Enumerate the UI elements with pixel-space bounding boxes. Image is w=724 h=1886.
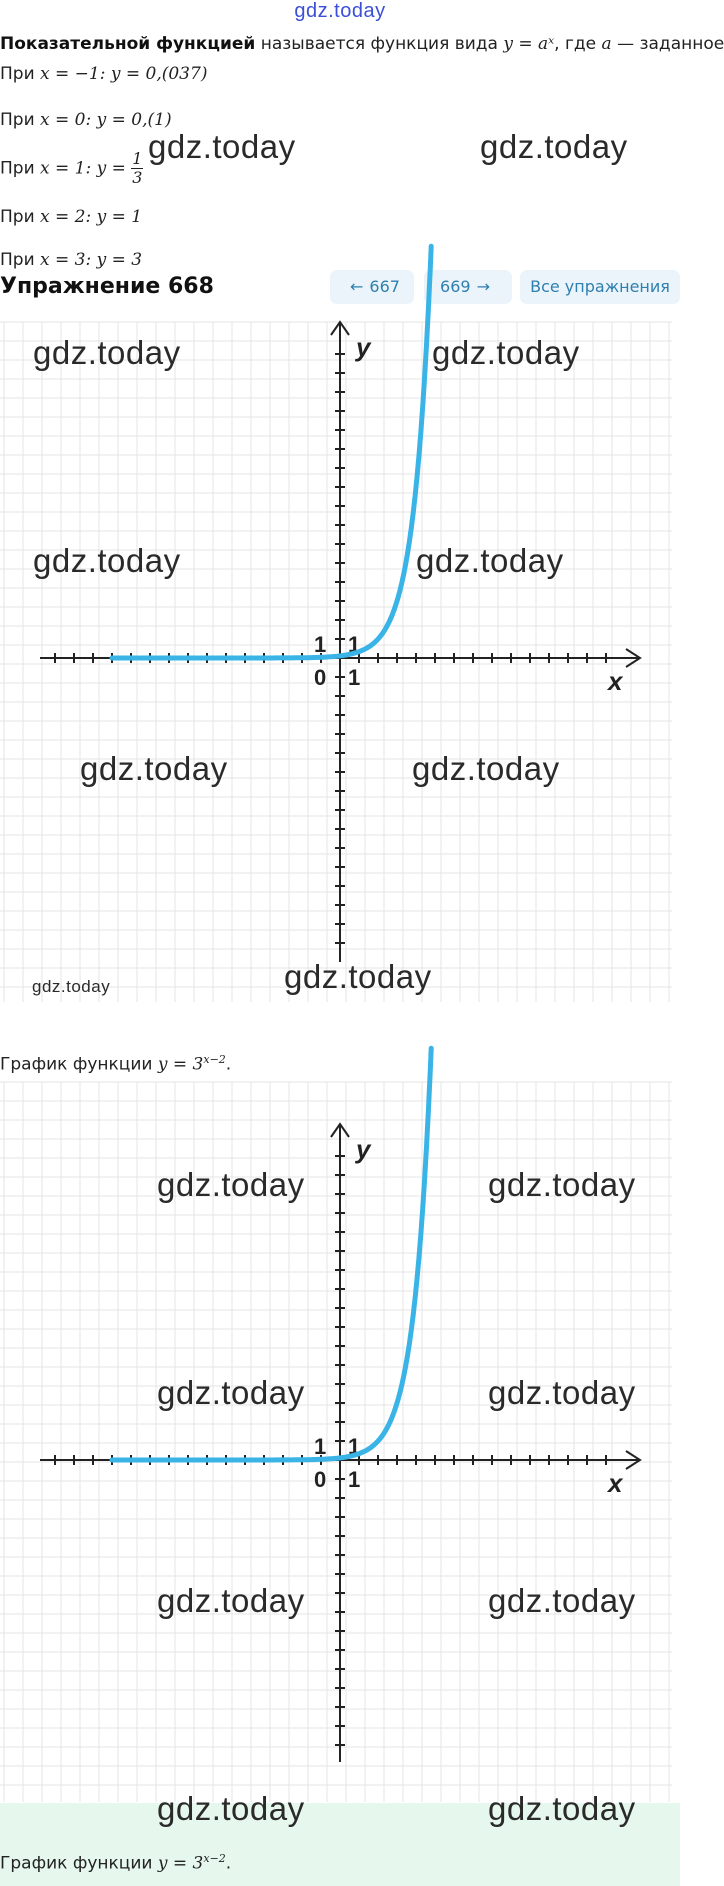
caption-prefix: График функции (0, 1054, 158, 1075)
y-one-label: 1 (348, 1434, 361, 1459)
watermark: gdz.today (33, 334, 181, 371)
definition-term: Показательной функцией (0, 34, 256, 54)
point-expr: x = 1: y = (40, 158, 126, 179)
watermark: gdz.today (412, 750, 560, 787)
next-exercise-button[interactable] (424, 270, 512, 304)
watermark: gdz.today (432, 334, 580, 371)
y-one-label: 1 (348, 632, 361, 657)
next-exercise-label: 669 (440, 277, 471, 296)
point-expr: x = −1: y = 0,(037) (40, 64, 208, 84)
fraction-numerator: 1 (132, 149, 143, 168)
watermark: gdz.today (416, 542, 564, 579)
x-one-label: 1 (348, 1467, 361, 1492)
point-prefix: При (0, 64, 41, 84)
point-row (0, 250, 142, 270)
header-watermark: gdz.today (294, 0, 386, 22)
definition-var: a (601, 34, 612, 54)
point-expr: x = 2: y = 1 (40, 207, 143, 227)
x-one-label: 1 (348, 665, 361, 690)
watermark: gdz.today (32, 977, 111, 996)
fraction-denominator: 3 (132, 168, 143, 187)
point-expr: x = 3: y = 3 (40, 250, 143, 270)
all-exercises-button[interactable] (520, 270, 680, 304)
prev-exercise-label: 667 (369, 277, 400, 296)
watermark: gdz.today (480, 128, 628, 165)
caption-exponent: x−2 (203, 1852, 226, 1865)
definition-formula: y = aˣ (503, 34, 555, 54)
watermark: gdz.today (80, 750, 228, 787)
point-prefix: При (0, 250, 41, 270)
point-row (0, 207, 142, 227)
watermark: gdz.today (157, 1790, 305, 1827)
point-row (0, 64, 207, 84)
point-prefix: При (0, 158, 41, 179)
point-row (0, 110, 172, 130)
point-prefix: При (0, 110, 41, 130)
point-row (0, 150, 143, 187)
graph-caption (0, 1053, 231, 1075)
watermark: gdz.today (488, 1790, 636, 1827)
y-axis-label: y (356, 1134, 371, 1164)
definition-text-mid: , где (554, 34, 602, 54)
watermark: gdz.today (157, 1374, 305, 1411)
watermark: gdz.today (488, 1582, 636, 1619)
watermark: gdz.today (157, 1166, 305, 1203)
y-one-label: 1 (314, 632, 327, 657)
definition-text: называется функция вида (255, 34, 504, 54)
all-exercises-label: Все упражнения (530, 277, 670, 296)
point-prefix: При (0, 207, 41, 227)
watermark: gdz.today (33, 542, 181, 579)
caption-exponent: x−2 (203, 1053, 226, 1066)
caption-formula: y = 3 (157, 1054, 204, 1075)
exponential-graph (0, 322, 680, 1002)
caption-end: . (225, 1054, 232, 1075)
watermark: gdz.today (157, 1582, 305, 1619)
graph-caption (0, 1852, 231, 1874)
x-axis-label: x (608, 666, 623, 696)
watermark: gdz.today (148, 128, 296, 165)
y-axis-label: y (356, 332, 371, 362)
definition-text-end: — заданное (611, 34, 724, 54)
caption-formula: y = 3 (157, 1853, 204, 1874)
fraction (131, 150, 143, 187)
origin-label: 0 (314, 665, 327, 690)
y-one-label: 1 (314, 1434, 327, 1459)
point-expr: x = 0: y = 0,(1) (40, 110, 172, 130)
caption-end: . (225, 1853, 232, 1874)
origin-label: 0 (314, 1467, 327, 1492)
x-axis-label: x (608, 1468, 623, 1498)
watermark: gdz.today (488, 1166, 636, 1203)
definition-line (0, 34, 724, 54)
prev-exercise-button[interactable] (330, 270, 414, 304)
watermark: gdz.today (284, 958, 432, 995)
caption-prefix: График функции (0, 1853, 158, 1874)
arrow-right-icon: → (476, 277, 490, 296)
watermark: gdz.today (488, 1374, 636, 1411)
arrow-left-icon: ← (350, 277, 364, 296)
exercise-title: Упражнение 668 (0, 274, 214, 299)
